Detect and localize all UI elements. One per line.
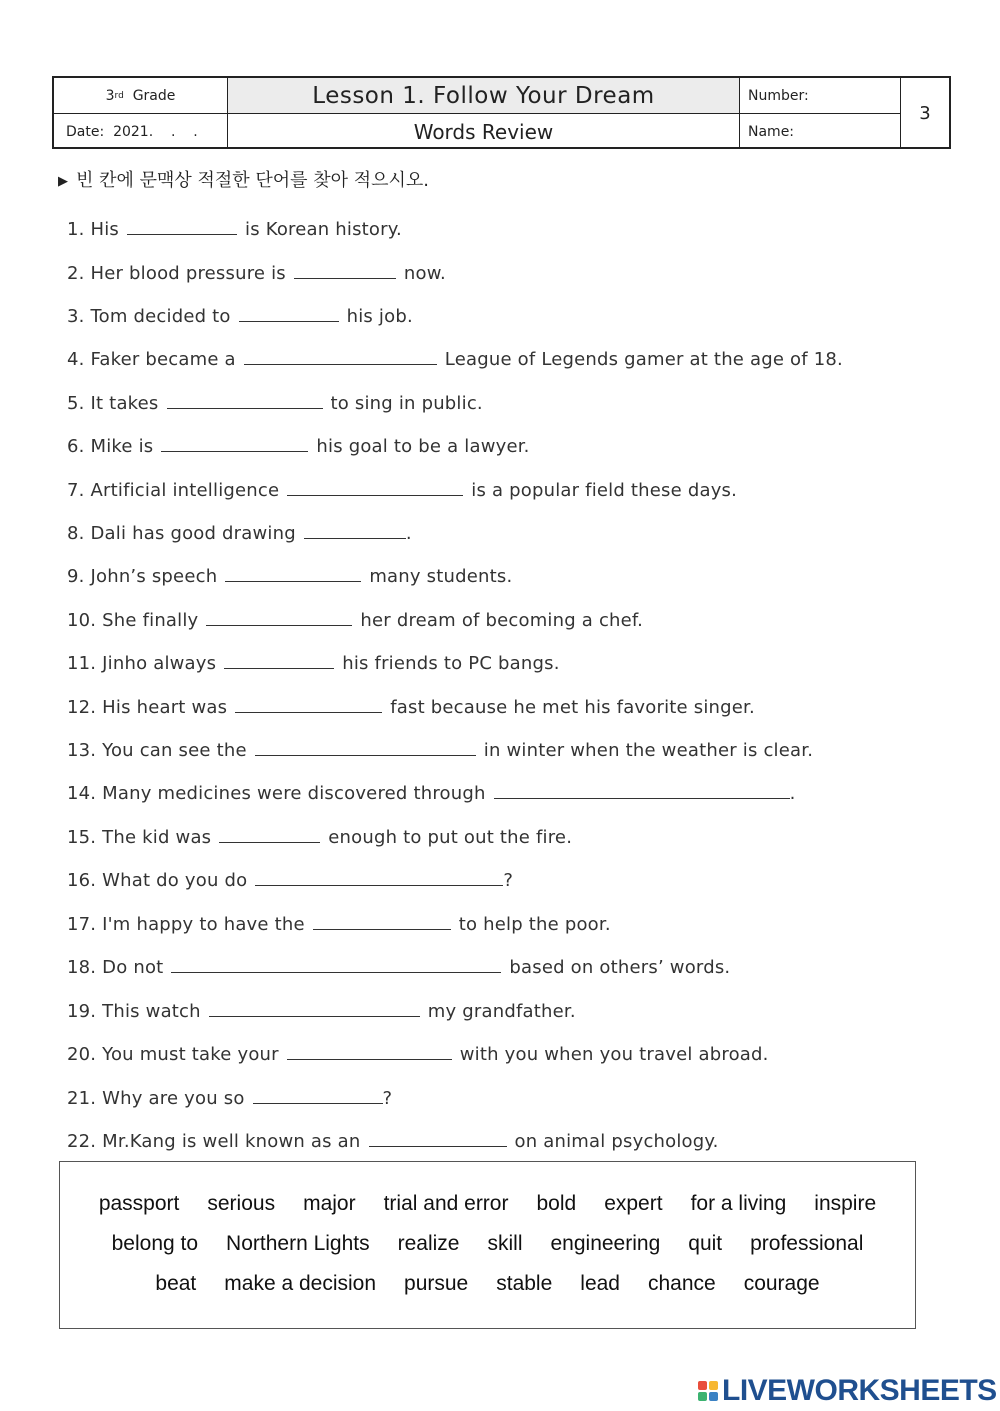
question-2 bbox=[67, 260, 446, 284]
question-text: 22. Mr.Kang is well known as an bbox=[67, 1131, 361, 1152]
answer-blank[interactable] bbox=[294, 260, 396, 279]
logo-text: LIVEWORKSHEETS bbox=[722, 1374, 997, 1407]
grade-cell bbox=[54, 78, 228, 114]
question-3 bbox=[67, 303, 413, 327]
word-bank-item: expert bbox=[604, 1192, 663, 1215]
question-text: his job. bbox=[346, 306, 413, 327]
question-text: 13. You can see the bbox=[67, 740, 247, 761]
answer-blank[interactable] bbox=[167, 390, 323, 409]
question-text: 16. What do you do bbox=[67, 870, 248, 891]
answer-blank[interactable] bbox=[224, 650, 334, 669]
question-text: 9. John’s speech bbox=[67, 566, 218, 587]
question-text: is Korean history. bbox=[245, 219, 402, 240]
word-bank-row-2 bbox=[60, 1232, 915, 1256]
question-4 bbox=[67, 346, 843, 370]
question-8 bbox=[67, 520, 412, 544]
question-text: 14. Many medicines were discovered through bbox=[67, 783, 486, 804]
word-bank-item: stable bbox=[496, 1272, 553, 1295]
word-bank bbox=[59, 1161, 916, 1329]
question-text: my grandfather. bbox=[427, 1001, 576, 1022]
word-bank-item: realize bbox=[397, 1232, 460, 1255]
question-text: 18. Do not bbox=[67, 957, 164, 978]
answer-blank[interactable] bbox=[209, 998, 420, 1017]
question-20 bbox=[67, 1041, 769, 1065]
question-text: . bbox=[789, 783, 796, 804]
question-text: many students. bbox=[369, 566, 513, 587]
question-text: in winter when the weather is clear. bbox=[483, 740, 814, 761]
question-text: with you when you travel abroad. bbox=[459, 1044, 769, 1065]
question-text: 4. Faker became a bbox=[67, 349, 236, 370]
question-22 bbox=[67, 1128, 719, 1152]
question-5 bbox=[67, 390, 483, 414]
answer-blank[interactable] bbox=[244, 346, 437, 365]
logo-square bbox=[698, 1392, 707, 1401]
word-bank-row-1 bbox=[60, 1192, 915, 1216]
word-bank-item: major bbox=[303, 1192, 356, 1215]
name-label: Name: bbox=[740, 114, 901, 149]
question-text: on animal psychology. bbox=[514, 1131, 719, 1152]
triangle-marker-icon: ▶ bbox=[58, 174, 68, 189]
question-text: is a popular field these days. bbox=[471, 480, 738, 501]
answer-blank[interactable] bbox=[206, 607, 352, 626]
word-bank-item: bold bbox=[536, 1192, 577, 1215]
question-7 bbox=[67, 477, 737, 501]
question-text: 6. Mike is bbox=[67, 436, 154, 457]
answer-blank[interactable] bbox=[304, 520, 406, 539]
grade-suffix: rd bbox=[114, 90, 124, 101]
question-19 bbox=[67, 998, 576, 1022]
grade-word: Grade bbox=[132, 87, 176, 104]
question-12 bbox=[67, 694, 755, 718]
answer-blank[interactable] bbox=[235, 694, 382, 713]
lesson-title: Lesson 1. Follow Your Dream bbox=[228, 78, 740, 114]
word-bank-item: inspire bbox=[814, 1192, 877, 1215]
instruction-text: 빈 칸에 문맥상 적절한 단어를 찾아 적으시오. bbox=[76, 170, 430, 191]
answer-blank[interactable] bbox=[494, 780, 790, 799]
question-13 bbox=[67, 737, 813, 761]
header-table bbox=[52, 76, 951, 149]
question-text: 12. His heart was bbox=[67, 697, 228, 718]
question-text: 19. This watch bbox=[67, 1001, 201, 1022]
question-text: 21. Why are you so bbox=[67, 1088, 245, 1109]
question-text: his friends to PC bangs. bbox=[342, 653, 560, 674]
word-bank-item: skill bbox=[487, 1232, 523, 1255]
worksheet-subtitle: Words Review bbox=[228, 114, 740, 149]
question-21 bbox=[67, 1085, 392, 1109]
question-18 bbox=[67, 954, 730, 978]
question-16 bbox=[67, 867, 513, 891]
question-text: ? bbox=[503, 870, 514, 891]
answer-blank[interactable] bbox=[313, 911, 451, 930]
word-bank-item: quit bbox=[688, 1232, 723, 1255]
question-text: to sing in public. bbox=[330, 393, 483, 414]
question-10 bbox=[67, 607, 643, 631]
answer-blank[interactable] bbox=[369, 1128, 507, 1147]
answer-blank[interactable] bbox=[255, 867, 503, 886]
word-bank-item: lead bbox=[580, 1272, 620, 1295]
question-text: her dream of becoming a chef. bbox=[360, 610, 644, 631]
logo-mark-icon bbox=[698, 1381, 718, 1401]
word-bank-item: passport bbox=[98, 1192, 180, 1215]
answer-blank[interactable] bbox=[127, 216, 237, 235]
question-text: ? bbox=[382, 1088, 393, 1109]
question-17 bbox=[67, 911, 611, 935]
question-text: now. bbox=[403, 263, 446, 284]
word-bank-item: pursue bbox=[404, 1272, 469, 1295]
word-bank-item: serious bbox=[207, 1192, 276, 1215]
number-label: Number: bbox=[740, 78, 901, 114]
logo-square bbox=[709, 1392, 718, 1401]
logo-square bbox=[698, 1381, 707, 1390]
answer-blank[interactable] bbox=[287, 1041, 452, 1060]
question-11 bbox=[67, 650, 560, 674]
answer-blank[interactable] bbox=[171, 954, 501, 973]
question-text: . bbox=[405, 523, 412, 544]
instruction bbox=[58, 166, 429, 192]
date-cell: Date: 2021. . . bbox=[54, 114, 228, 149]
page-number: 3 bbox=[919, 103, 931, 124]
logo-square bbox=[709, 1381, 718, 1390]
question-text: 10. She finally bbox=[67, 610, 199, 631]
question-text: based on others’ words. bbox=[509, 957, 731, 978]
question-text: to help the poor. bbox=[458, 914, 611, 935]
word-bank-item: professional bbox=[750, 1232, 864, 1255]
question-text: 7. Artificial intelligence bbox=[67, 480, 280, 501]
answer-blank[interactable] bbox=[219, 824, 320, 843]
question-text: 1. His bbox=[67, 219, 120, 240]
word-bank-item: belong to bbox=[111, 1232, 199, 1255]
question-6 bbox=[67, 433, 530, 457]
liveworksheets-logo[interactable] bbox=[698, 1374, 997, 1408]
answer-blank[interactable] bbox=[161, 433, 308, 452]
question-text: his goal to be a lawyer. bbox=[316, 436, 530, 457]
answer-blank[interactable] bbox=[225, 563, 361, 582]
question-9 bbox=[67, 563, 512, 587]
question-text: 3. Tom decided to bbox=[67, 306, 231, 327]
answer-blank[interactable] bbox=[287, 477, 463, 496]
word-bank-item: engineering bbox=[550, 1232, 661, 1255]
question-text: 5. It takes bbox=[67, 393, 159, 414]
word-bank-item: make a decision bbox=[224, 1272, 377, 1295]
question-text: 8. Dali has good drawing bbox=[67, 523, 296, 544]
answer-blank[interactable] bbox=[253, 1085, 383, 1104]
question-15 bbox=[67, 824, 572, 848]
question-text: 20. You must take your bbox=[67, 1044, 279, 1065]
question-text: League of Legends gamer at the age of 18. bbox=[444, 349, 843, 370]
word-bank-item: beat bbox=[155, 1272, 197, 1295]
question-14 bbox=[67, 780, 796, 804]
question-text: 11. Jinho always bbox=[67, 653, 217, 674]
word-bank-item: Northern Lights bbox=[226, 1232, 370, 1255]
word-bank-item: chance bbox=[647, 1272, 716, 1295]
word-bank-item: trial and error bbox=[383, 1192, 509, 1215]
question-1 bbox=[67, 216, 402, 240]
question-text: 15. The kid was bbox=[67, 827, 212, 848]
question-text: fast because he met his favorite singer. bbox=[390, 697, 755, 718]
word-bank-item: courage bbox=[743, 1272, 820, 1295]
question-text: 17. I'm happy to have the bbox=[67, 914, 305, 935]
question-text: 2. Her blood pressure is bbox=[67, 263, 286, 284]
word-bank-row-3 bbox=[60, 1272, 915, 1296]
answer-blank[interactable] bbox=[255, 737, 476, 756]
question-text: enough to put out the fire. bbox=[328, 827, 573, 848]
grade-number: 3 bbox=[105, 87, 115, 104]
word-bank-item: for a living bbox=[690, 1192, 787, 1215]
answer-blank[interactable] bbox=[239, 303, 339, 322]
